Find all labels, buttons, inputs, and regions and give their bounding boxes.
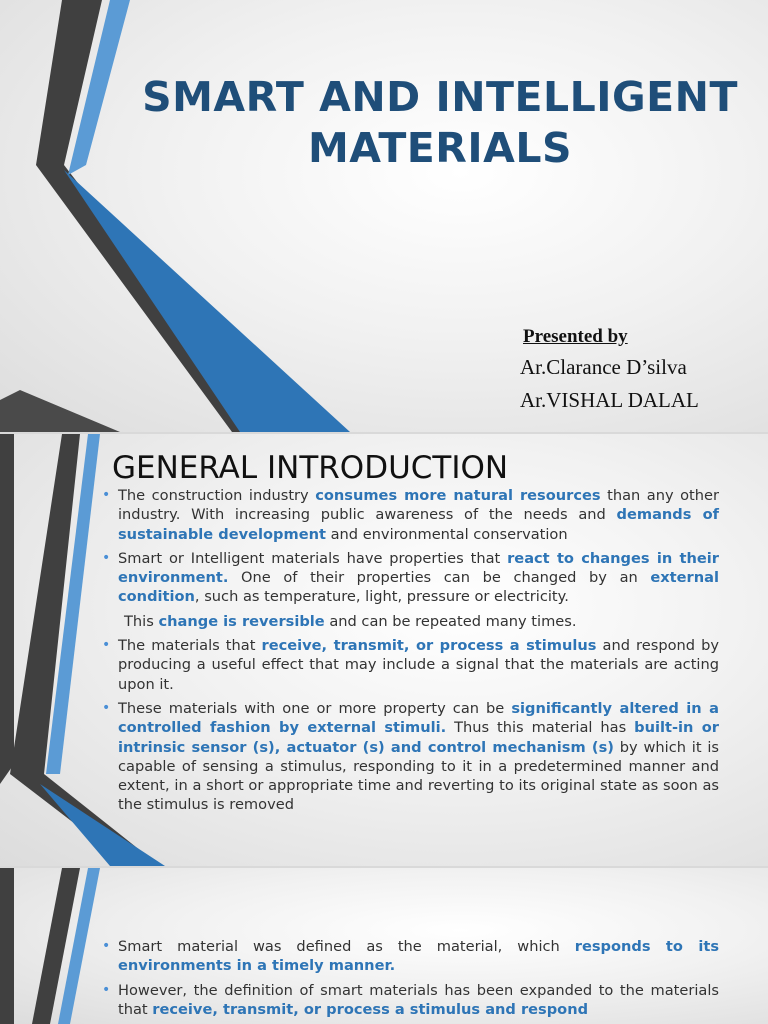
bullet-icon: • — [102, 981, 111, 998]
definition-content — [100, 937, 719, 1024]
text-run: This — [124, 612, 159, 630]
text-run: and environmental conservation — [325, 525, 568, 543]
text-run: One of their properties can be changed by an — [228, 569, 651, 587]
presented-by-label: Presented by — [523, 326, 628, 347]
bullet-item — [100, 699, 719, 815]
text-run: The materials that — [118, 637, 262, 655]
text-run: These materials with one or more property can be — [118, 699, 512, 717]
text-run: Smart or Intelligent materials have properties that — [118, 549, 508, 567]
highlighted-text: change is reversible — [158, 612, 325, 630]
paragraph — [118, 637, 719, 693]
highlighted-text: react to changes in their environment. — [118, 549, 719, 587]
paragraph — [118, 487, 719, 543]
text-run: and respond by producing a useful effect that may include a signal that the materials are acting upon it. — [118, 637, 719, 693]
highlighted-text: significantly altered in a controlled fashion by external stimuli. — [118, 699, 719, 737]
highlighted-text: responds to its environments in a timely manner. — [118, 938, 720, 975]
bullet-item — [100, 937, 719, 976]
title-slide — [0, 0, 768, 432]
author-2: Ar.VISHAL DALAL — [520, 388, 699, 412]
highlighted-text: demands of sustainable development — [118, 506, 719, 543]
bullet-item — [100, 486, 719, 544]
title-line-1: SMART AND INTELLIGENT — [142, 73, 738, 121]
bullet-icon: • — [102, 699, 111, 716]
dark-left-edge — [0, 868, 14, 1024]
intro-content — [100, 486, 719, 820]
highlighted-text: external condition — [118, 569, 719, 606]
text-run: The construction industry — [118, 487, 316, 504]
slide-title — [100, 72, 768, 174]
text-run: Thus this material has — [446, 719, 635, 737]
highlighted-text: receive, transmit, or process a stimulus — [261, 637, 597, 655]
highlighted-text: built-in or intrinsic sensor (s), actuator (s) and control mechanism (s) — [118, 719, 719, 756]
text-run: However, the definition of smart materials has been expanded to the materials that — [118, 981, 719, 1018]
bullet-icon: • — [102, 487, 111, 503]
continuation-item — [100, 612, 719, 631]
bullet-icon: • — [102, 637, 111, 654]
bullet-item — [100, 636, 719, 694]
bullet-icon: • — [102, 549, 111, 566]
text-run: than any other industry. With increasing public awareness of the needs and — [118, 487, 719, 524]
text-run: and can be repeated many times. — [324, 612, 577, 630]
bullet-item — [100, 549, 719, 607]
text-run: by which it is capable of sensing a stimulus, responding to it in a predetermined manner and extent, in a short or appropriate time and reverting to its original state as soon as the stimulus is removed — [118, 738, 720, 814]
paragraph — [118, 550, 719, 606]
bullet-item — [100, 981, 719, 1020]
dark-lower-stripe — [0, 390, 120, 432]
paragraph — [118, 982, 719, 1018]
paragraph — [124, 613, 577, 630]
text-run: Smart material was defined as the material, which — [118, 938, 575, 955]
bullet-icon: • — [102, 938, 111, 954]
title-line-2: MATERIALS — [307, 124, 573, 172]
paragraph — [118, 938, 719, 974]
paragraph — [118, 700, 719, 813]
dark-left-edge — [0, 434, 14, 784]
highlighted-text: receive, transmit, or process a stimulus and respond — [152, 1000, 589, 1018]
highlighted-text: consumes more natural resources — [315, 487, 601, 504]
section-heading: GENERAL INTRODUCTION — [112, 450, 509, 486]
text-run: , such as temperature, light, pressure or electricity. — [194, 588, 569, 606]
author-1: Ar.Clarance D’silva — [520, 355, 687, 379]
